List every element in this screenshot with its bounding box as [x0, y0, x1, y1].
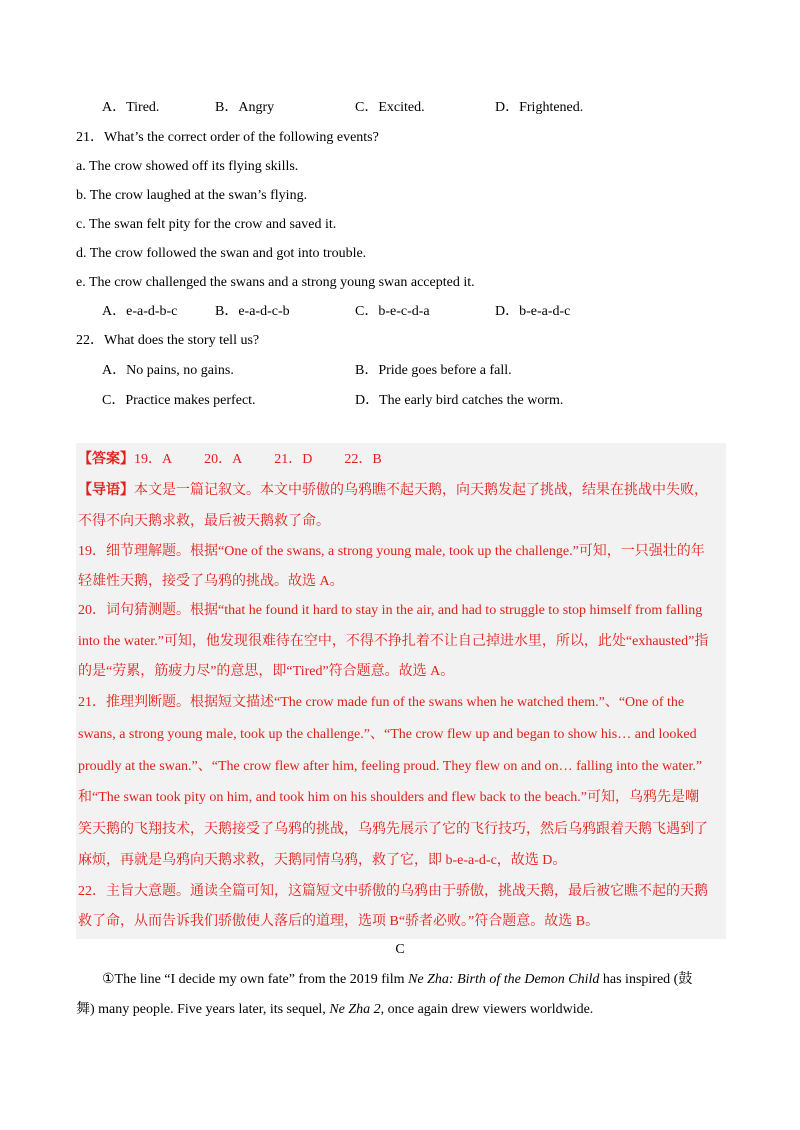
explanation-line-1: 19．细节理解题。根据“One of the swans, a strong young male, took up the challenge.”可知，一只强壮的年 — [78, 544, 705, 559]
explanation-line-8: proudly at the swan.”、“The crow flew after him, feeling proud. They flew on and on… falling into the water.” — [78, 759, 703, 774]
q21-event-b: b. The crow laughed at the swan’s flying. — [76, 188, 308, 203]
explanation-line-13: 救了命，从而告诉我们骄傲使人落后的道理，选项 B“骄者必败。”符合题意。故选 B。 — [78, 914, 600, 929]
guide-line-2: 不得不向天鹅求救，最后被天鹅救了命。 — [78, 514, 330, 529]
q22-option-b: B．Pride goes before a fall. — [355, 363, 512, 378]
explanation-line-2: 轻雄性天鹅，接受了乌鸦的挑战。故选 A。 — [78, 574, 344, 589]
section-c-text-1b: has inspired (鼓 — [599, 972, 693, 987]
q22-option-a: A．No pains, no gains. — [102, 363, 234, 378]
section-heading-c: C — [395, 942, 405, 957]
q21-option-b: B．e-a-d-c-b — [215, 304, 290, 319]
q21-option-c: C．b-e-c-d-a — [355, 304, 430, 319]
answer-key-22: 22．B — [344, 452, 382, 467]
explanation-line-12: 22．主旨大意题。通读全篇可知，这篇短文中骄傲的乌鸦由于骄傲，挑战天鹅，最后被它瞧不起的天鹅 — [78, 884, 708, 899]
explanation-line-6: 21．推理判断题。根据短文描述“The crow made fun of the swans when he watched them.”、“One of the — [78, 695, 685, 710]
explanation-line-5: 的是“劳累，筋疲力尽”的意思，即“Tired”符合题意。故选 A。 — [78, 664, 455, 679]
film-title-1: Ne Zha: Birth of the Demon Child — [408, 972, 600, 987]
guide-text-1: 本文是一篇记叙文。本文中骄傲的乌鸦瞧不起天鹅，向天鹅发起了挑战，结果在挑战中失败， — [134, 483, 708, 498]
guide-label: 【导语】 — [78, 483, 134, 498]
q20-option-d: D．Frightened. — [495, 100, 584, 115]
section-c-paragraph-line-2 — [76, 1001, 593, 1019]
section-c-paragraph-line-1 — [102, 971, 692, 989]
guide-line-1 — [78, 482, 708, 500]
q20-option-a: A．Tired. — [102, 100, 160, 115]
q21-option-d: D．b-e-a-d-c — [495, 304, 571, 319]
q21-option-a: A．e-a-d-b-c — [102, 304, 178, 319]
q22-option-d: D．The early bird catches the worm. — [355, 393, 564, 408]
q20-option-b: B．Angry — [215, 100, 275, 115]
q21-event-d: d. The crow followed the swan and got into trouble. — [76, 246, 367, 261]
explanation-line-11: 麻烦，再就是乌鸦向天鹅求救，天鹅同情乌鸦，救了它，即 b-e-a-d-c，故选 D。 — [78, 853, 567, 868]
explanation-line-7: swans, a strong young male, took up the challenge.”、“The crow flew up and began to show his… and looked — [78, 727, 697, 742]
answer-key-label: 【答案】 — [78, 452, 134, 467]
section-c-text-2a: 舞) many people. Five years later, its sequel, — [76, 1002, 330, 1017]
answer-key-line — [78, 451, 382, 469]
q22-option-c: C．Practice makes perfect. — [102, 393, 256, 408]
section-c-text-1a: ①The line “I decide my own fate” from the 2019 film — [102, 972, 409, 987]
answer-key-21: 21．D — [274, 452, 313, 467]
q20-option-c: C．Excited. — [355, 100, 425, 115]
q21-event-c: c. The swan felt pity for the crow and saved it. — [76, 217, 337, 232]
q21-event-a: a. The crow showed off its flying skills. — [76, 159, 299, 174]
explanation-line-3: 20．词句猜测题。根据“that he found it hard to stay in the air, and had to struggle to stop himself from falling — [78, 603, 703, 618]
answer-key-20: 20．A — [204, 452, 243, 467]
q21-stem: 21．What’s the correct order of the following events? — [76, 130, 379, 145]
explanation-line-10: 笑天鹅的飞翔技术，天鹅接受了乌鸦的挑战，乌鸦先展示了它的飞行技巧，然后乌鸦跟着天鹅飞遇到了 — [78, 822, 708, 837]
q22-stem: 22．What does the story tell us? — [76, 333, 260, 348]
explanation-line-9: 和“The swan took pity on him, and took him on his shoulders and flew back to the beach.”可知，乌鸦先是嘲 — [78, 790, 699, 805]
film-title-2: Ne Zha 2 — [329, 1002, 381, 1017]
answer-key-19: 19．A — [134, 452, 173, 467]
section-c-text-2b: , once again drew viewers worldwide. — [380, 1002, 594, 1017]
explanation-line-4: into the water.”可知，他发现很难待在空中，不得不挣扎着不让自己掉进水里，所以，此处“exhausted”指 — [78, 634, 709, 649]
q21-event-e: e. The crow challenged the swans and a strong young swan accepted it. — [76, 275, 475, 290]
